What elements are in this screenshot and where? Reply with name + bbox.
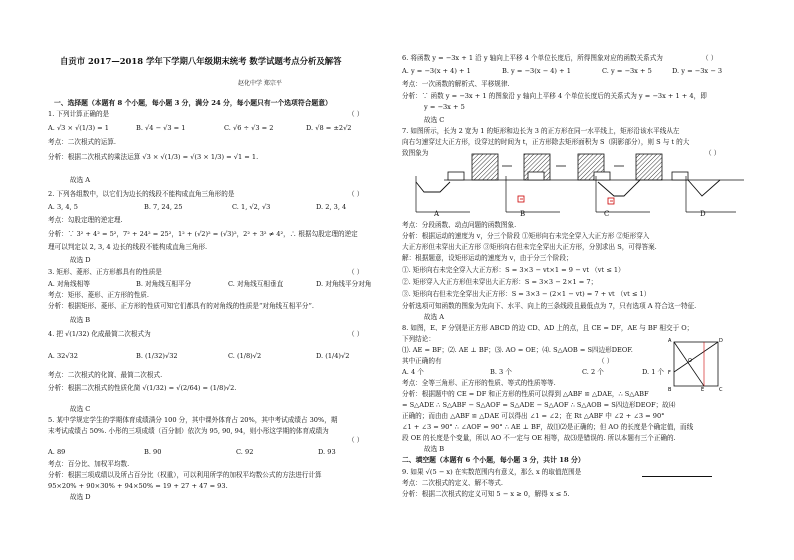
q8-analysis-3: 正确的；而由由 △ABF ≌ △DAE 可以得出 ∠1 = ∠2；在 Rt △ABF 中 ∠2 + ∠3 = 90°	[402, 412, 665, 420]
q7-stage-2: ②. 矩形穿入大正方形但未穿出大正方形：S = 3×3 − 2×1 = 7；	[402, 278, 598, 286]
q8-option-d: D. 1 个	[642, 368, 665, 376]
q7-topic: 考点：分段函数、动点问题的函数图象.	[402, 221, 517, 229]
q2-option-d: D. 2, 3, 4	[316, 203, 347, 211]
q8-option-c: C. 2 个	[582, 368, 604, 376]
q5-answer: 故选 D	[70, 493, 91, 501]
q8-square-figure	[668, 336, 724, 392]
q7-answer: 故选 A	[424, 313, 445, 321]
q7-analysis-1: 分析：根据运动的速度为 v，分三个阶段 ①矩形向右未完全穿入大正方形 ②矩形穿入	[402, 232, 650, 240]
graph-a-label: A	[434, 210, 440, 218]
graph-b-label: B	[520, 210, 526, 218]
q5-bracket: （ ）	[348, 436, 364, 444]
q2-analysis-2: 理可以判定以 2, 3, 4 边长的线段不能构成直角三角形.	[48, 243, 208, 251]
fig-label-a: A	[668, 338, 672, 344]
q7-answer-graphs	[410, 172, 740, 220]
q6-option-b: B. y = −3(x − 4) + 1	[502, 67, 571, 75]
q8-analysis-2: = S△ADE ∴ S△ABF − S△AOF = S△ADE − S△AOF ∴ S△AOB = S四边形DEOF；故⑷	[402, 401, 676, 409]
q7-stage-1: ①. 矩形向右未完全穿入大正方形：S = 3×3 − vt×1 = 9 − vt （vt ≤ 1）	[402, 266, 625, 274]
q6-analysis-1: 分析：∵ 函数 y = −3x + 1 的图象沿 y 轴向上平移 4 个单位长度后的关系式为 y = −3x + 1 + 4，即	[402, 92, 707, 100]
q4-answer: 故选 C	[70, 405, 91, 413]
q5-stem-2: 末考试成绩占 50%. 小彤的三项成绩（百分制）依次为 95, 90, 94，则小彤这学期的体育成绩为	[48, 427, 329, 435]
graph-c	[596, 176, 650, 212]
q8-stem-4: 其中正确的有	[402, 357, 442, 365]
graph-c-label: C	[604, 210, 610, 218]
q6-stem: 6. 将函数 y = −3x + 1 沿 y 轴向上平移 4 个单位长度后，所得图象对应的函数关系式为	[402, 54, 663, 62]
q5-analysis-1: 分析：根据三项成绩以及所占百分比（权重），可以利用所学的加权平均数公式的方法进行计算	[48, 471, 322, 479]
q4-option-a: A. 32√32	[48, 352, 78, 360]
q9-answer-blank	[642, 468, 712, 477]
q5-analysis-2: 95×20% + 90×30% + 94×50% = 19 + 27 + 47 = 93.	[48, 482, 228, 490]
q8-analysis-5: 段 OE 的长度是个变量，所以 AO 不一定与 OE 相等，故⑶是错误的. 所以本题有三个正确的.	[402, 434, 676, 442]
q4-bracket: （ ）	[348, 330, 364, 338]
q4-option-b: B. (1/32)√32	[136, 352, 178, 360]
q3-option-d: D. 对角线平分对角	[316, 280, 372, 288]
q8-answer: 故选 B	[424, 445, 445, 453]
q4-analysis: 分析：根据二次根式的性质化简 √(1/32) = √(2/64) = (1/8)√2.	[48, 384, 237, 392]
q2-option-b: B. 7, 24, 25	[144, 203, 183, 211]
graph-a	[416, 176, 470, 212]
q7-stem-2: 向右匀速穿过大正方形，设穿过的时间为 t，正方形除去矩形面积为 S（阴影部分），则 S 与 t 的大	[402, 138, 690, 146]
q1-option-d: D. √8 = ±2√2	[306, 124, 352, 132]
q6-answer: 故选 C	[424, 116, 445, 124]
fig-label-c: C	[719, 387, 723, 392]
q3-option-c: C. 对角线互相垂直	[228, 280, 284, 288]
fig-label-o: O	[688, 358, 692, 364]
q5-option-b: B. 90	[144, 448, 162, 456]
q2-topic: 考点：勾股定理的逆定理.	[48, 216, 123, 224]
q2-analysis-1: 分析：∵ 3² + 4² = 5²，7² + 24² = 25²，1² + (√2)² = (√3)²，2² + 3² ≠ 4²，∴ 根据勾股定理的逆定	[48, 230, 358, 238]
q2-option-a: A. 3, 4, 5	[48, 203, 78, 211]
fig-label-d: D	[719, 338, 723, 344]
q8-analysis-4: ∠1 + ∠3 = 90° ∴ ∠AOF = 90° ∴ AE ⊥ BF，故⑴⑵是正确的；但 AO 的长度是个确定值，而线	[402, 423, 694, 431]
q6-bracket: （ ）	[702, 54, 718, 62]
fig-label-b: B	[668, 387, 672, 392]
q4-option-c: C. (1/8)√2	[228, 352, 262, 360]
q3-stem: 3. 矩形、菱形、正方形都具有的性质是	[48, 268, 162, 276]
q5-stem-1: 5. 某中学规定学生的学期体育成绩满分 100 分，其中课外体育占 20%，其中考试成绩占 30%，期	[48, 416, 338, 424]
q2-bracket: （ ）	[348, 190, 364, 198]
q9-stem: 9. 如果 √(5 − x) 在实数范围内有意义，那么 x 的取值范围是	[402, 468, 582, 476]
q3-analysis: 分析：根据矩形、菱形、正方形的性质可知它们都具有的对角线的性质是“对角线互相平分”.	[48, 302, 314, 310]
q7-stage-3: ③. 矩形向右但未完全穿出大正方形：S = 3×3 − (2×1 − vt) = 7 + vt （vt ≤ 1）	[402, 290, 651, 298]
section-choice-heading: 一、选择题（本题有 8 个小题，每小题 3 分，满分 24 分，每小题只有一个选项符合题意）	[54, 99, 332, 107]
graph-d	[686, 176, 736, 212]
q1-bracket: （ ）	[348, 110, 364, 118]
q8-analysis-1: 分析：根据题中的 CE = DF 和正方形的性质可以得到 △ABF ≌ △DAE，∴ S△ABF	[402, 390, 649, 398]
q5-option-d: D. 93	[318, 448, 336, 456]
q5-option-c: C. 92	[236, 448, 254, 456]
q3-option-a: A. 对角线相等	[48, 280, 90, 288]
q1-analysis: 分析：根据二次根式的乘法运算 √3 × √(1/3) = √(3 × 1/3) = √1 = 1.	[48, 153, 259, 161]
q8-bracket: （ ）	[598, 357, 614, 365]
q8-option-b: B. 3 个	[490, 368, 512, 376]
q8-stem-3: ⑴. AE = BF；⑵. AE ⊥ BF；⑶. AO = OE；⑷. S△AOB = S四边形DEOF.	[402, 346, 633, 354]
q7-solution: 解：根据题意，设矩形运动的速度为 v，由于分三个阶段；	[402, 254, 573, 262]
q6-option-d: D. y = −3x − 3	[672, 67, 723, 75]
q7-analysis-2: 大正方形但未穿出大正方形 ③矩形向右但未完全穿出大正方形，分别求出 S，可得答案.	[402, 243, 657, 251]
q2-answer: 故选 D	[70, 256, 91, 264]
q3-option-b: B. 对角线互相平分	[136, 280, 192, 288]
q6-option-c: C. y = −3x + 5	[602, 67, 652, 75]
fig-label-f: F	[668, 370, 671, 376]
q2-stem: 2. 下列各组数中，以它们为边长的线段不能构成直角三角形的是	[48, 190, 235, 198]
q8-stem-1: 8. 如图，E、F 分别是正方形 ABCD 的边 CD、AD 上的点，且 CE = DF，AE 与 BF 相交于 O；	[402, 324, 694, 332]
q4-topic: 考点：二次根式的化简、最简二次根式.	[48, 371, 163, 379]
graph-d-label: D	[700, 210, 706, 218]
q3-topic: 考点：矩形、菱形、正方形的性质.	[48, 291, 150, 299]
q6-analysis-2: y = −3x + 5	[424, 103, 465, 111]
q1-option-c: C. √6 ÷ √3 = 2	[224, 124, 274, 132]
q2-option-c: C. 1, √2, √3	[232, 203, 271, 211]
q8-topic: 考点：全等三角形、正方形的性质、等式的性质等等.	[402, 379, 556, 387]
q1-option-b: B. √4 − √3 = 1	[136, 124, 186, 132]
graph-b	[506, 176, 560, 212]
q9-analysis: 分析：根据二次根式的定义可知 5 − x ≥ 0，解得 x ≤ 5.	[402, 490, 570, 498]
q7-stem-3: 致图象为	[402, 149, 429, 157]
q4-option-d: D. (1/4)√2	[316, 352, 350, 360]
q8-option-a: A. 4 个	[402, 368, 424, 376]
q1-answer: 故选 A	[70, 176, 91, 184]
page-title: 自贡市 2017—2018 学年下学期八年级期末统考 数学试题考点分析及解答	[60, 56, 342, 66]
fig-label-e: E	[701, 387, 705, 392]
q6-option-a: A. y = −3(x + 4) + 1	[402, 67, 471, 75]
q3-answer: 故选 B	[70, 316, 91, 324]
q5-option-a: A. 89	[48, 448, 66, 456]
q5-topic: 考点：百分比、加权平均数.	[48, 460, 130, 468]
q1-option-a: A. √3 × √(1/3) = 1	[48, 124, 109, 132]
q8-stem-2: 下列结论：	[402, 335, 435, 343]
q3-bracket: （ ）	[348, 268, 364, 276]
q7-bracket: （ ）	[705, 149, 721, 157]
q7-stem-1: 7. 如图所示，长为 2 宽为 1 的矩形和边长为 3 的正方形在同一水平线上，矩形沿该水平线从左	[402, 127, 680, 135]
q6-topic: 考点：一次函数的解析式、平移规律.	[402, 80, 510, 88]
q7-conclusion: 分析选项可知函数的图象为先向下、水平、向上的三条线段且最低点为 7，只有选项 A 符合这一特征.	[402, 302, 697, 310]
q4-stem: 4. 把 √(1/32) 化成最简二次根式为	[48, 330, 151, 338]
author-line: 赵化中学 郑宗平	[238, 80, 282, 87]
q1-topic: 考点：二次根式的运算.	[48, 138, 117, 146]
q1-stem: 1. 下列计算正确的是	[48, 110, 110, 118]
q9-topic: 考点：二次根式的定义、解不等式.	[402, 479, 504, 487]
section-fill-heading: 二、填空题（本题有 6 个小题，每小题 3 分，共计 18 分）	[402, 456, 585, 464]
